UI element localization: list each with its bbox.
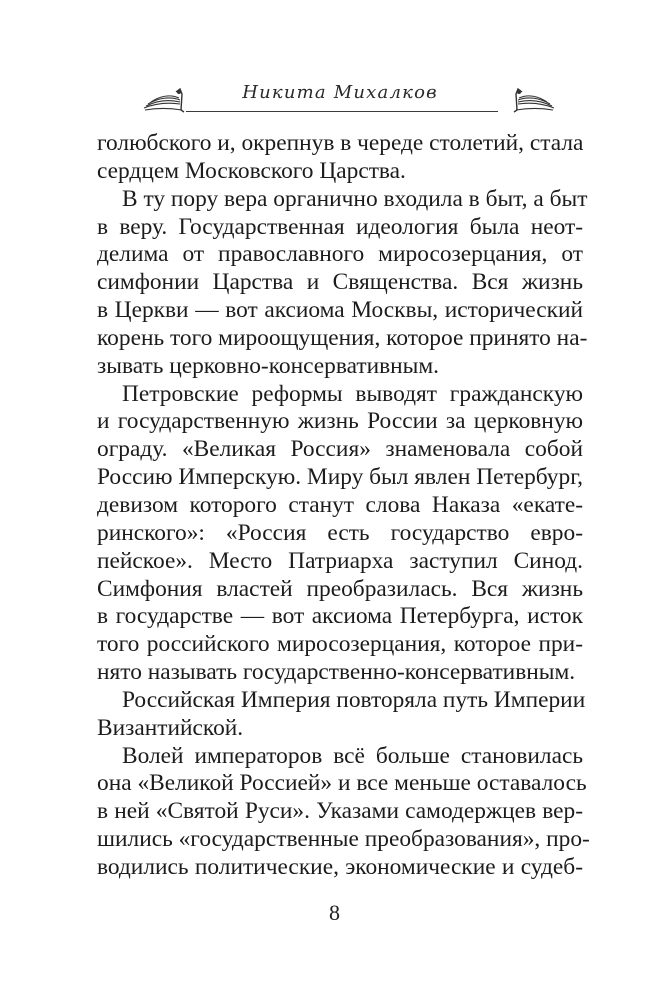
text-line: сердцем Московского Царства. <box>97 157 406 184</box>
text-line: В ту пору вера органично входила в быт, а быт <box>122 185 588 212</box>
text-line: ринского»: «Россия есть государство евро- <box>97 519 583 546</box>
text-line: и государственную жизнь России за церковную <box>97 408 583 435</box>
text-line: симфонии Царства и Священства. Вся жизнь <box>97 269 583 296</box>
header-rule <box>186 111 498 112</box>
text-line: Симфония властей преобразилась. Вся жизнь <box>97 575 583 602</box>
author-name: Никита Михалков <box>242 82 438 103</box>
text-line: в ней «Святой Руси». Указами самодержцев вер- <box>97 798 583 825</box>
text-line: того российского миросозерцания, которое при- <box>97 631 583 658</box>
text-line: нято называть государственно-консервативным. <box>97 659 576 686</box>
body-text <box>97 130 590 882</box>
text-line: в веру. Государственная идеология была неот- <box>97 213 583 240</box>
text-line: она «Великой Россией» и все меньше оставалось <box>97 770 587 797</box>
text-line: шились «государственные преобразования», про- <box>97 826 590 853</box>
text-line: Волей императоров всё больше становилась <box>122 742 583 769</box>
text-line: ограду. «Великая Россия» знаменовала собой <box>97 436 583 463</box>
text-line: Византийской. <box>97 714 244 741</box>
text-line: водились политические, экономические и судеб- <box>97 853 583 880</box>
running-head <box>148 78 532 106</box>
text-line: в государстве — вот аксиома Петербурга, исток <box>97 603 583 630</box>
book-ornament-icon <box>508 86 556 116</box>
text-line: Россию Имперскую. Миру был явлен Петербург, <box>97 464 583 491</box>
text-line: зывать церковно-консервативным. <box>97 352 440 379</box>
text-line: девизом которого станут слова Наказа «екате- <box>97 491 583 518</box>
text-line: в Церкви — вот аксиома Москвы, исторический <box>97 297 583 324</box>
text-line: корень того мироощущения, которое принято на- <box>97 324 588 351</box>
text-line: пейское». Место Патриарха заступил Синод. <box>97 547 583 574</box>
text-line: Российская Империя повторяла путь Империи <box>122 686 586 713</box>
text-line: делима от православного миросозерцания, от <box>97 241 583 268</box>
text-line: голюбского и, окрепнув в череде столетий, стала <box>97 130 584 156</box>
text-line: Петровские реформы выводят гражданскую <box>122 380 583 407</box>
page-number: 8 <box>329 900 340 925</box>
